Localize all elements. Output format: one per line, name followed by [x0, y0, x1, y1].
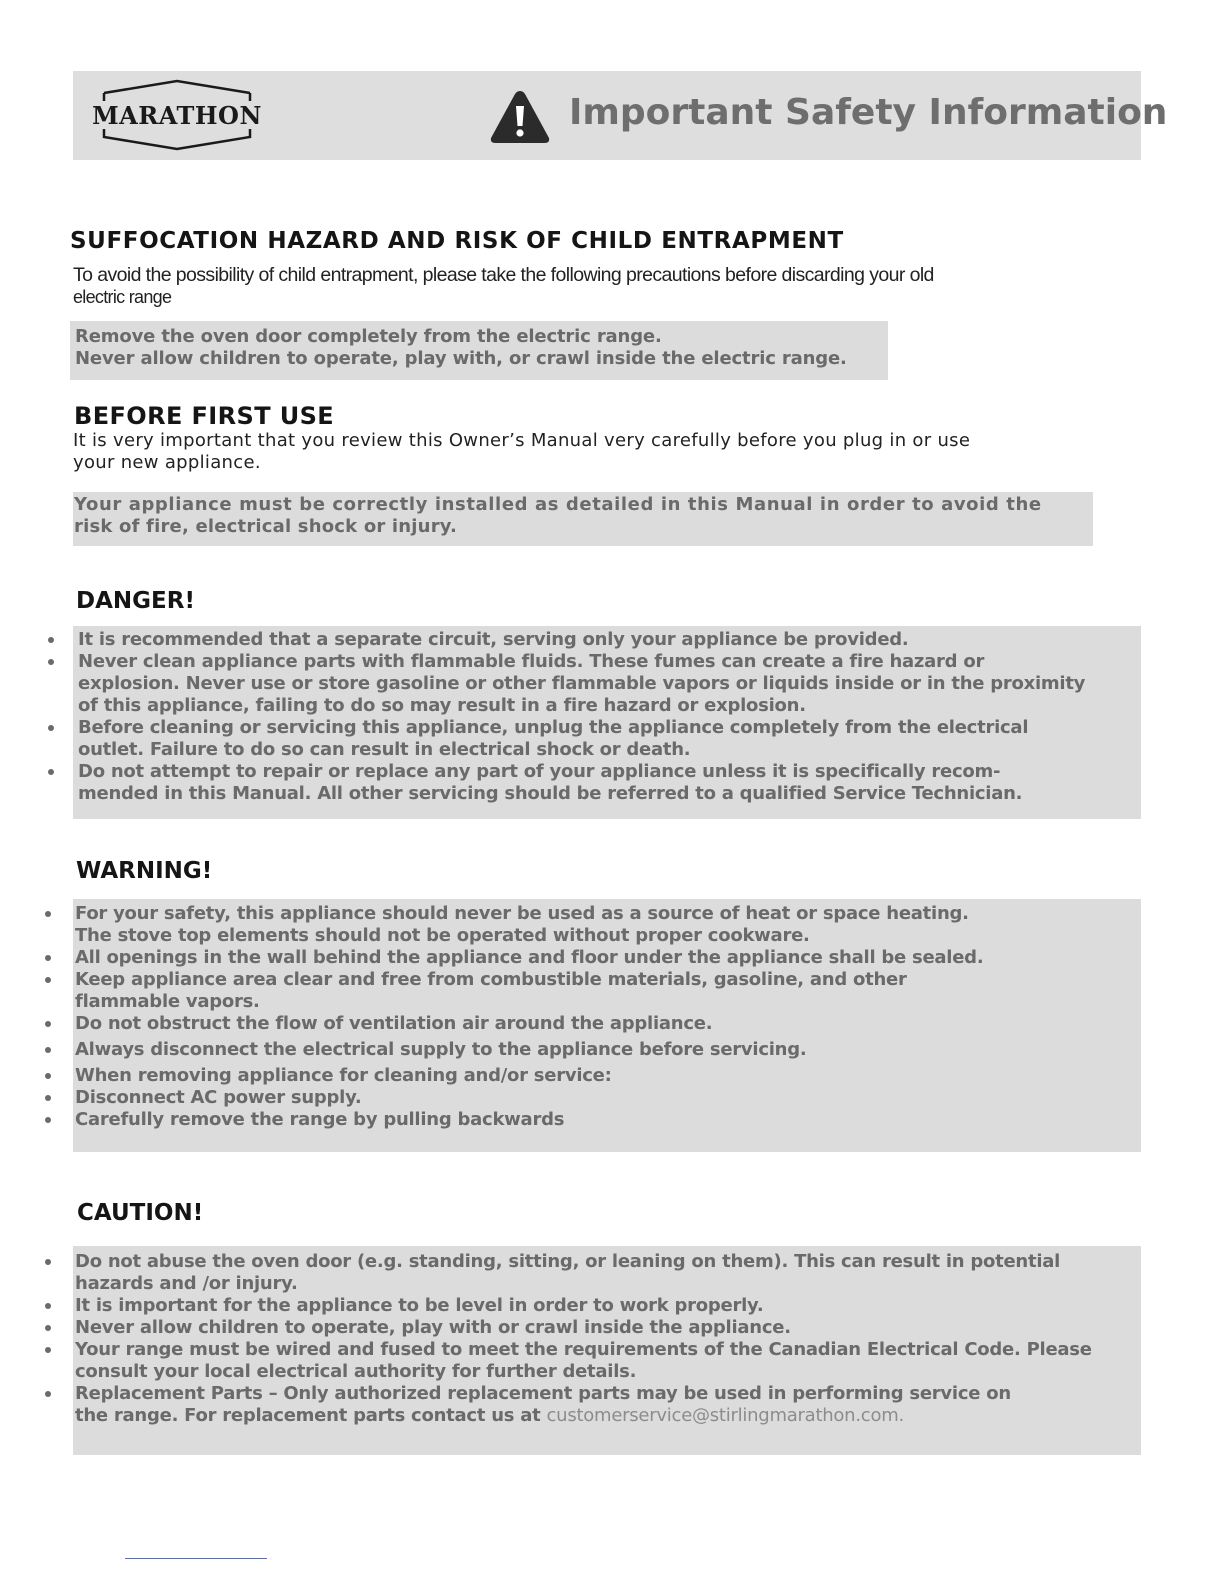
caution-item: Never allow children to operate, play with or crawl inside the appliance. [75, 1317, 791, 1338]
installation-notice-text [74, 494, 1042, 538]
warning-item: Do not obstruct the flow of ventilation air around the appliance. [75, 1013, 713, 1034]
bullet [48, 725, 54, 731]
bullet [48, 637, 54, 643]
bullet [45, 1021, 51, 1027]
bullet [48, 659, 54, 665]
suffocation-intro [73, 264, 1083, 308]
warning-item: When removing appliance for cleaning and/or service: [75, 1065, 612, 1086]
danger-item-continued: explosion. Never use or store gasoline or other flammable vapors or liquids inside or in the proximity [78, 673, 1086, 694]
warning-item: Keep appliance area clear and free from combustible materials, gasoline, and other [75, 969, 907, 990]
intro-line: It is very important that you review this Owner’s Manual very carefully before you plug in or use [73, 430, 971, 451]
bullet [48, 769, 54, 775]
danger-item-continued: of this appliance, failing to do so may result in a fire hazard or explosion. [78, 695, 806, 716]
precaution-line: Remove the oven door completely from the electric range. [75, 326, 662, 347]
bullet [45, 1047, 51, 1053]
warning-item: All openings in the wall behind the appliance and floor under the appliance shall be sealed. [75, 947, 984, 968]
suffocation-intro-line: electric range [73, 287, 172, 307]
caution-heading: CAUTION! [77, 1200, 204, 1226]
warning-item: For your safety, this appliance should never be used as a source of heat or space heating. [75, 903, 969, 924]
installation-notice-box [73, 492, 1093, 546]
warning-item-continued: flammable vapors. [75, 991, 260, 1012]
customer-service-email[interactable]: customerservice@stirlingmarathon.com. [546, 1405, 904, 1426]
bullet [45, 1325, 51, 1331]
bullet [45, 955, 51, 961]
bullet [45, 1303, 51, 1309]
danger-item: It is recommended that a separate circuit, serving only your appliance be provided. [78, 629, 909, 650]
caution-item: Your range must be wired and fused to meet the requirements of the Canadian Electrical Code. Please [75, 1339, 1092, 1360]
suffocation-heading: SUFFOCATION HAZARD AND RISK OF CHILD ENTRAPMENT [70, 228, 844, 254]
caution-item: Replacement Parts – Only authorized replacement parts may be used in performing service on [75, 1383, 1011, 1404]
bullet [45, 1073, 51, 1079]
notice-line: risk of fire, electrical shock or injury. [74, 516, 458, 537]
danger-heading: DANGER! [76, 588, 195, 614]
bullet [45, 1117, 51, 1123]
danger-item-continued: mended in this Manual. All other servicing should be referred to a qualified Service Technician. [78, 783, 1023, 804]
bullet [45, 1347, 51, 1353]
before-first-use-intro [73, 430, 1083, 474]
brand-name: MARATHON [92, 101, 262, 130]
suffocation-intro-line: To avoid the possibility of child entrapment, please take the following precautions before discarding your old [73, 264, 934, 286]
danger-item: Never clean appliance parts with flammable fluids. These fumes can create a fire hazard or [78, 651, 985, 672]
notice-line: Your appliance must be correctly installed as detailed in this Manual in order to avoid the [74, 494, 1042, 515]
bullet [45, 1259, 51, 1265]
caution-item-continued: consult your local electrical authority for further details. [75, 1361, 637, 1382]
before-first-use-heading: BEFORE FIRST USE [74, 402, 335, 430]
precautions-text [75, 326, 847, 370]
precaution-line: Never allow children to operate, play with, or crawl inside the electric range. [75, 348, 847, 369]
warning-item: Always disconnect the electrical supply to the appliance before servicing. [75, 1039, 807, 1060]
warning-item-continued: The stove top elements should not be operated without proper cookware. [75, 925, 810, 946]
caution-item: Do not abuse the oven door (e.g. standing, sitting, or leaning on them). This can result in potential [75, 1251, 1061, 1272]
footer-divider [125, 1558, 267, 1559]
warning-item: Carefully remove the range by pulling backwards [75, 1109, 565, 1130]
bullet [45, 1095, 51, 1101]
danger-item: Before cleaning or servicing this appliance, unplug the appliance completely from the electrical [78, 717, 1029, 738]
warning-triangle-icon [489, 88, 551, 145]
warning-item: Disconnect AC power supply. [75, 1087, 362, 1108]
caution-item-continued: hazards and /or injury. [75, 1273, 298, 1294]
page-title: Important Safety Information [569, 92, 1168, 133]
caution-item: It is important for the appliance to be level in order to work properly. [75, 1295, 764, 1316]
marathon-logo [84, 79, 270, 151]
bullet [45, 977, 51, 983]
warning-heading: WARNING! [76, 858, 213, 884]
suffocation-precautions-box [70, 321, 888, 380]
bullet [45, 1391, 51, 1397]
caution-item-continued [75, 1405, 904, 1427]
danger-item-continued: outlet. Failure to do so can result in electrical shock or death. [78, 739, 691, 760]
bullet [45, 911, 51, 917]
replacement-parts-text: the range. For replacement parts contact us at [75, 1405, 547, 1426]
intro-line: your new appliance. [73, 452, 261, 473]
danger-item: Do not attempt to repair or replace any part of your appliance unless it is specifically recom- [78, 761, 1001, 782]
